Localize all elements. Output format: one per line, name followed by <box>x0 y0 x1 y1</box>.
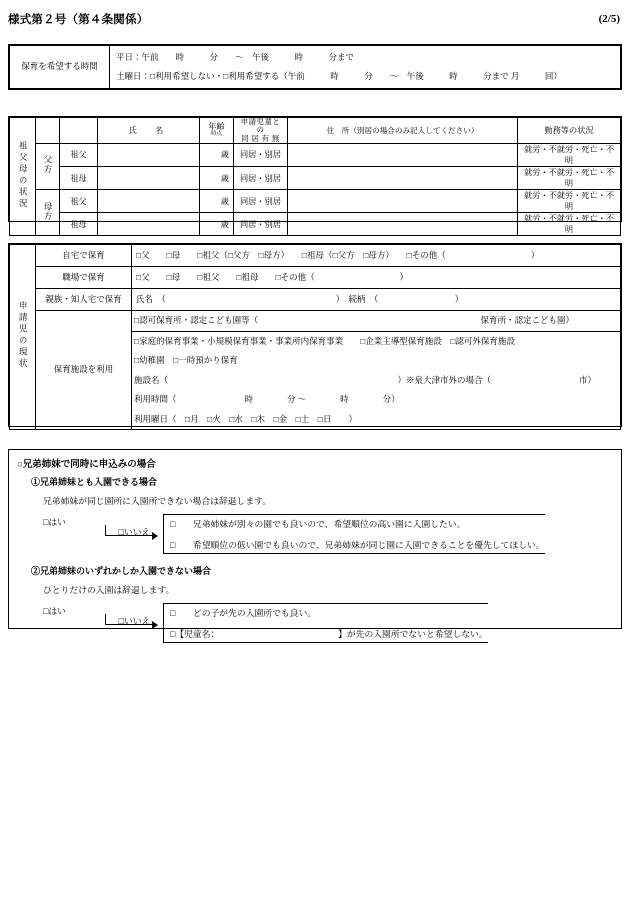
desired-hours-label: 保育を希望する時間 <box>10 46 110 89</box>
siblings-section <box>8 449 622 639</box>
work-status-choice-paternal-grandfather[interactable]: 就労・不就労・死亡・不明 <box>518 143 621 166</box>
name-input-maternal-grandmother[interactable] <box>98 213 200 236</box>
grandparents-side-label: 祖父母の状況 <box>10 118 36 236</box>
cohabitation-choice-maternal-grandfather[interactable]: 同居・別居 <box>234 190 288 213</box>
document-header <box>8 8 620 30</box>
siblings-case2-description: ひとりだけの入園は辞退します。 <box>43 585 175 595</box>
table-row <box>10 311 621 430</box>
siblings-heading: ○兄弟姉妹で同時に申込みの場合 <box>17 460 156 470</box>
row-label-relative-care: 親族・知人宅で保育 <box>36 289 132 311</box>
facility-name-line[interactable]: 施設名（ ）※泉大津市外の場合（ 市） <box>134 374 596 385</box>
age-input-maternal-grandfather[interactable]: 歳 <box>200 190 234 213</box>
grandparents-table <box>8 116 622 235</box>
column-header-work-status: 勤務等の状況 <box>518 118 621 144</box>
row-label-workplace-care: 職場で保育 <box>36 267 132 289</box>
role-label-paternal-grandmother: 祖母 <box>60 166 98 189</box>
row-label-home-care: 自宅で保育 <box>36 245 132 267</box>
group-label-maternal: 母方 <box>36 190 60 236</box>
saturday-hours-line[interactable]: 土曜日：□利用希望しない・□利用希望する（午前 時 分 ～ 午後 時 分まで 月 回） <box>116 70 562 81</box>
cohabitation-choice-paternal-grandmother[interactable]: 同居・別居 <box>234 166 288 189</box>
siblings-case2-yes-checkbox[interactable]: □はい <box>43 606 66 616</box>
facility-care-cell <box>132 311 621 430</box>
table-row <box>10 166 621 189</box>
siblings-case2-subheading: ②兄弟姉妹のいずれかしか入園できない場合 <box>31 566 212 576</box>
flow-arrow-icon <box>105 525 161 539</box>
siblings-case1-description: 兄弟姉妹が同じ園所に入園所できない場合は辞退します。 <box>43 496 272 506</box>
siblings-case1-option-bracket <box>163 514 545 554</box>
workplace-care-options[interactable]: □父 □母 □祖父 □祖母 □その他（ ） <box>132 267 621 289</box>
table-row <box>10 245 621 267</box>
address-input-maternal-grandmother[interactable] <box>288 213 518 236</box>
desired-hours-value-cell <box>110 46 621 89</box>
page-title: 様式第２号（第４条関係） <box>8 14 149 26</box>
column-header-name: 氏 名 <box>98 118 200 144</box>
siblings-case1-yes-checkbox[interactable]: □はい <box>43 517 66 527</box>
desired-hours-table <box>8 44 622 90</box>
siblings-case1-option-1[interactable]: □ 兄弟姉妹が別々の園でも良いので、希望順位の高い園に入園したい。 <box>170 519 466 529</box>
table-row <box>10 213 621 236</box>
facility-usage-days-line[interactable]: 利用曜日（ □月 □火 □水 □木 □金 □土 □日 ） <box>134 413 357 424</box>
table-row <box>10 267 621 289</box>
column-header-cohabitation: 申請児童との 同 居 有 無 <box>234 118 288 144</box>
address-input-paternal-grandmother[interactable] <box>288 166 518 189</box>
name-input-maternal-grandfather[interactable] <box>98 190 200 213</box>
row-label-facility-care: 保育施設を利用 <box>36 311 132 430</box>
table-row <box>10 289 621 311</box>
address-input-paternal-grandfather[interactable] <box>288 143 518 166</box>
facility-usage-hours-line[interactable]: 利用時間（ 時 分 ～ 時 分） <box>134 394 400 405</box>
group-label-paternal: 父方 <box>36 143 60 189</box>
work-status-choice-maternal-grandmother[interactable]: 就労・不就労・死亡・不明 <box>518 213 621 236</box>
siblings-case2-option-bracket <box>163 603 488 643</box>
facility-licensed-line[interactable]: □認可保育所・認定こども園等（ 保育所・認定こども園） <box>132 311 620 332</box>
siblings-case1-option-2[interactable]: □ 希望順位の低い園でも良いので、兄弟姉妹が同じ園に入園できることを優先してほしい。 <box>170 540 545 550</box>
table-row <box>10 143 621 166</box>
age-input-paternal-grandmother[interactable]: 歳 <box>200 166 234 189</box>
siblings-case1-subheading: ①兄弟姉妹とも入園できる場合 <box>31 477 158 487</box>
siblings-case2-option-2[interactable]: □【児童名： 】が先の入園所でないと希望しない。 <box>170 629 488 639</box>
age-input-maternal-grandmother[interactable]: 歳 <box>200 213 234 236</box>
facility-small-scale-line[interactable]: □家庭的保育事業・小規模保育事業・事業所内保育事業 □企業主導型保育施設 □認可外保育施設 <box>134 335 515 346</box>
current-situation-side-label: 申請児の現状 <box>10 245 36 430</box>
column-header-age: 年齢 時点 <box>200 118 234 144</box>
current-situation-table <box>8 243 622 427</box>
work-status-choice-maternal-grandfather[interactable]: 就労・不就労・死亡・不明 <box>518 190 621 213</box>
header-spacer-role <box>60 118 98 144</box>
address-input-maternal-grandfather[interactable] <box>288 190 518 213</box>
age-input-paternal-grandfather[interactable]: 歳 <box>200 143 234 166</box>
siblings-case2-option-1[interactable]: □ どの子が先の入園所でも良い。 <box>170 608 317 618</box>
work-status-choice-paternal-grandmother[interactable]: 就労・不就労・死亡・不明 <box>518 166 621 189</box>
siblings-case1-no-checkbox[interactable]: □いいえ <box>101 514 163 558</box>
name-input-paternal-grandmother[interactable] <box>98 166 200 189</box>
facility-kindergarten-line[interactable]: □幼稚園 □一時預かり保育 <box>134 355 238 366</box>
name-input-paternal-grandfather[interactable] <box>98 143 200 166</box>
siblings-case2-choices <box>43 603 611 647</box>
header-spacer-group <box>36 118 60 144</box>
role-label-maternal-grandmother: 祖母 <box>60 213 98 236</box>
role-label-maternal-grandfather: 祖父 <box>60 190 98 213</box>
role-label-paternal-grandfather: 祖父 <box>60 143 98 166</box>
relative-care-fields[interactable]: 氏名 （ ） 続柄 （ ） <box>132 289 621 311</box>
table-row <box>10 190 621 213</box>
siblings-case1-choices <box>43 514 611 558</box>
cohabitation-choice-paternal-grandfather[interactable]: 同居・別居 <box>234 143 288 166</box>
page-number: (2/5) <box>598 13 620 25</box>
siblings-case2-no-checkbox[interactable]: □いいえ <box>101 603 163 647</box>
weekday-hours-line[interactable]: 平日：午前 時 分 ～ 午後 時 分まで <box>116 52 355 63</box>
cohabitation-choice-maternal-grandmother[interactable]: 同居・別居 <box>234 213 288 236</box>
home-care-options[interactable]: □父 □母 □祖父（□父方 □母方） □祖母（□父方 □母方） □その他（ ） <box>132 245 621 267</box>
column-header-address: 住 所（別居の場合のみ記入してください） <box>288 118 518 144</box>
flow-arrow-icon <box>105 614 161 628</box>
